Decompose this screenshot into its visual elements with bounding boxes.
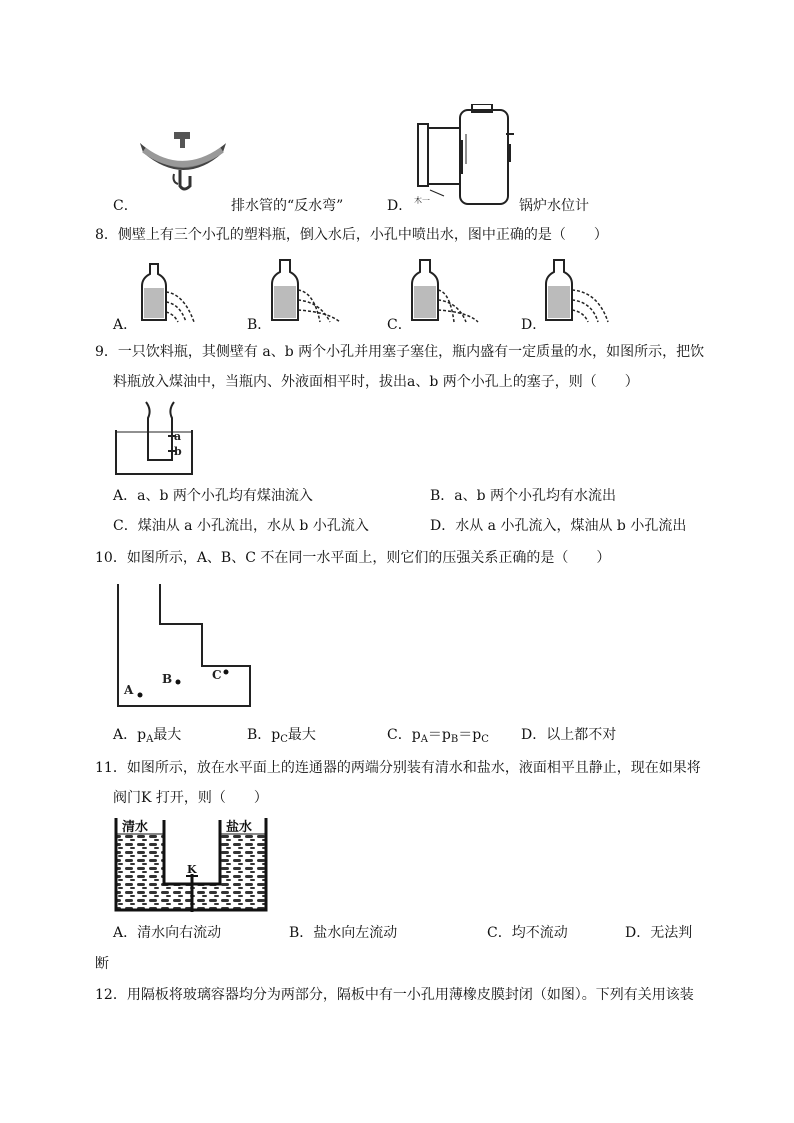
q10-option-a-sub: A (146, 734, 154, 745)
q11-option-b[interactable]: B．盐水向左流动 (289, 925, 398, 941)
q10-stem: 10．如图所示，A、B、C 不在同一水平面上，则它们的压强关系正确的是（ ） (95, 550, 611, 566)
q7-option-d-text: 锅炉水位计 (519, 198, 589, 214)
boiler-gauge-figure (410, 104, 520, 206)
q11-label-valve-k: K (187, 863, 197, 876)
q10-option-c-sub2: B (450, 734, 459, 745)
q11-option-a[interactable]: A．清水向右流动 (113, 925, 222, 941)
q9-stem-line2: 料瓶放入煤油中，当瓶内、外液面相平时，拔出a、b 两个小孔上的塞子，则（ ） (113, 374, 639, 390)
q9-label-a: a (174, 430, 182, 443)
q10-option-c-sub1: A (420, 734, 428, 745)
q10-label-b: B (162, 672, 173, 686)
q10-option-a[interactable] (113, 725, 181, 750)
q11-label-clear-water: 清水 (122, 820, 149, 835)
q9-option-a[interactable]: A．a、b 两个小孔均有煤油流入 (113, 488, 313, 504)
q9-option-b[interactable]: B．a、b 两个小孔均有水流出 (430, 488, 617, 504)
drain-trap-figure (134, 128, 230, 194)
q9-option-d[interactable]: D．水从 a 小孔流入，煤油从 b 小孔流出 (430, 518, 687, 534)
svg-text:木一: 木一 (414, 196, 430, 205)
q10-option-a-suffix: 最大 (153, 727, 182, 743)
q11-connector-vessel-figure (112, 818, 270, 914)
q10-label-c: C (212, 668, 222, 682)
q10-option-b-sub: C (280, 734, 288, 745)
q11-option-d[interactable]: D．无法判 (625, 925, 693, 941)
q9-stem-line1: 9．一只饮料瓶，其侧壁有 a、b 两个小孔并用塞子塞住，瓶内盛有一定质量的水，如图所示，把饮 (95, 344, 705, 360)
q8-bottle-b (268, 254, 344, 328)
q12-stem: 12．用隔板将玻璃容器均分为两部分，隔板中有一小孔用薄橡皮膜封闭（如图）。下列有关用该装 (95, 987, 694, 1003)
q10-option-b[interactable] (247, 725, 316, 750)
q11-option-c[interactable]: C．均不流动 (487, 925, 568, 941)
q10-option-c-p3: ＝p (458, 727, 482, 743)
q10-option-a-prefix: A．p (113, 727, 147, 743)
q7-option-d-letter[interactable]: D． (387, 198, 413, 214)
q11-stem-line2: 阀门K 打开，则（ ） (113, 790, 268, 806)
q10-option-c-p2: ＝p (427, 727, 451, 743)
q9-label-b: b (174, 445, 182, 458)
q7-option-c-text: 排水管的“反水弯” (231, 198, 344, 214)
q10-option-c-p1: C．p (387, 727, 421, 743)
q9-bottle-in-kerosene-figure (112, 400, 196, 476)
q8-bottle-c (408, 256, 484, 328)
q8-option-d[interactable]: D． (521, 317, 547, 333)
q10-option-c-sub3: C (481, 734, 489, 745)
q10-stepped-container-figure (114, 582, 254, 708)
q11-option-d-continued: 断 (95, 956, 109, 972)
q10-option-c[interactable] (387, 725, 489, 750)
q11-stem-line1: 11．如图所示，放在水平面上的连通器的两端分别装有清水和盐水，液面相平且静止，现在如果将 (95, 760, 701, 776)
q7-option-c-letter[interactable]: C． (113, 198, 138, 214)
q8-bottle-d (542, 256, 614, 328)
q8-bottle-a (132, 258, 204, 328)
q10-option-b-prefix: B．p (247, 727, 281, 743)
q10-option-b-suffix: 最大 (287, 727, 316, 743)
q8-option-a[interactable]: A． (113, 317, 138, 333)
q8-stem: 8．侧壁上有三个小孔的塑料瓶，倒入水后，小孔中喷出水，图中正确的是（ ） (95, 227, 608, 243)
q11-label-salt-water: 盐水 (226, 820, 253, 835)
q10-label-a: A (124, 683, 134, 697)
q8-option-c[interactable]: C． (387, 317, 412, 333)
q9-option-c[interactable]: C．煤油从 a 小孔流出，水从 b 小孔流入 (113, 518, 369, 534)
q8-option-b[interactable]: B． (247, 317, 272, 333)
q10-option-d[interactable]: D．以上都不对 (521, 727, 617, 743)
